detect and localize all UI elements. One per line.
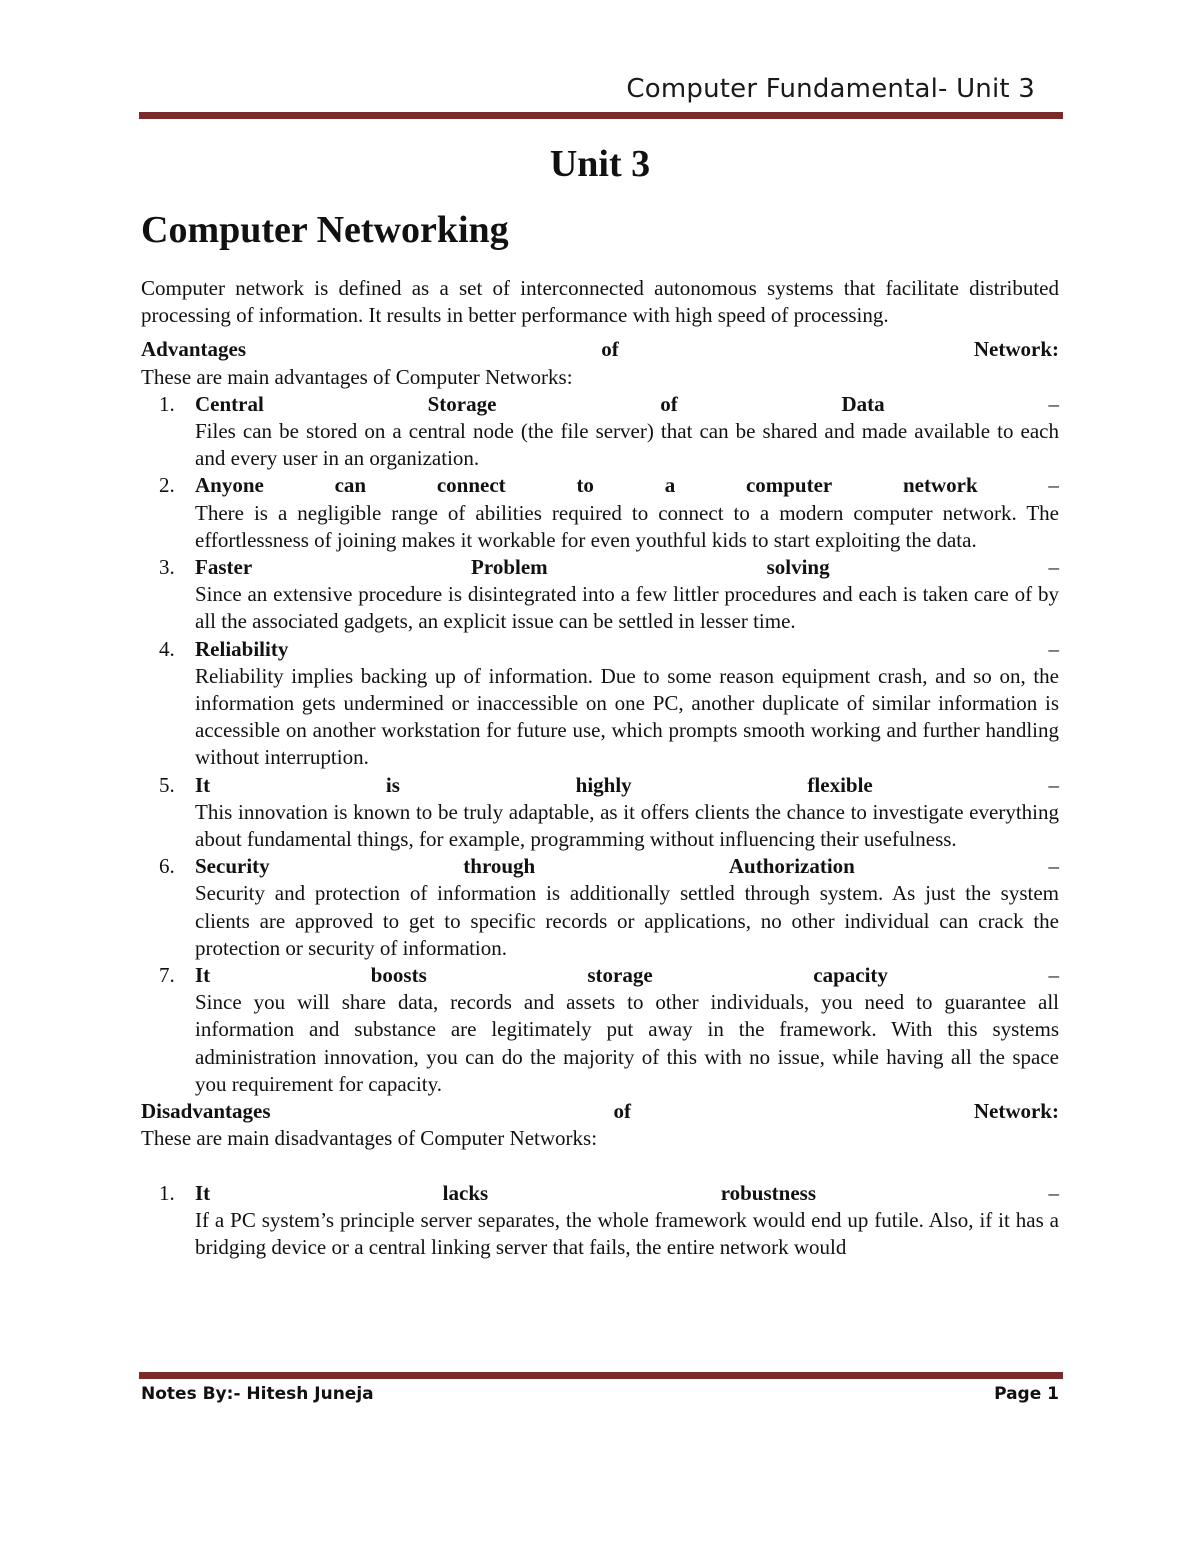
heading-word: Disadvantages — [141, 1099, 271, 1124]
title-dash: – — [1048, 391, 1059, 416]
title-word: solving — [766, 555, 830, 580]
item-number: 7. — [159, 963, 175, 988]
title-dash: – — [1048, 555, 1059, 580]
list-item — [141, 636, 1059, 772]
heading-word: of — [613, 1099, 631, 1124]
footer-rule — [139, 1372, 1063, 1379]
title-word: Anyone — [195, 473, 264, 498]
section-title: Computer Networking — [141, 209, 509, 251]
title-word: Data — [841, 391, 885, 416]
item-body: Since you will share data, records and assets to other individuals, you need to guarantee all information and substance are legitimately put away in the framework. With this systems administration innovation, you can do the majority of this with no issue, while having all the space you requirement for capacity. — [195, 990, 1059, 1096]
heading-word: Network: — [973, 337, 1059, 362]
title-word: through — [463, 854, 536, 879]
title-word: It — [195, 963, 211, 988]
title-word: Problem — [471, 555, 548, 580]
title-word: boosts — [370, 963, 427, 988]
running-header: Computer Fundamental- Unit 3 — [626, 74, 1035, 104]
item-body: Reliability implies backing up of information. Due to some reason equipment crash, and so on, the information gets undermined or inaccessible on one PC, another duplicate of similar information is accessible on another workstation for future use, which prompts smooth working and further handling without interruption. — [195, 663, 1059, 770]
heading-word: Advantages — [141, 337, 247, 362]
item-title — [195, 554, 1059, 581]
list-item — [141, 1180, 1059, 1262]
title-word: Storage — [427, 391, 497, 416]
title-word: can — [334, 473, 367, 498]
list-item — [141, 772, 1059, 854]
item-title — [195, 472, 1059, 499]
item-body: Security and protection of information is additionally settled through system. As just the system clients are approved to get to specific records or applications, no other individual can crack the protection or security of information. — [195, 881, 1059, 960]
unit-title: Unit 3 — [549, 143, 651, 185]
list-item — [141, 472, 1059, 554]
advantages-lead: These are main advantages of Computer Networks: — [141, 364, 573, 389]
intro-paragraph: Computer network is defined as a set of interconnected autonomous systems that facilitate distributed processing of information. It results in better performance with high speed of processing. — [141, 276, 1059, 328]
list-item — [141, 853, 1059, 962]
item-title — [195, 1180, 1059, 1207]
title-word: Central — [195, 391, 264, 416]
title-word: computer — [745, 473, 833, 498]
item-number: 5. — [159, 772, 175, 797]
title-word: is — [385, 772, 400, 797]
title-word: network — [903, 473, 978, 498]
item-number: 1. — [159, 1180, 175, 1205]
body-content — [141, 275, 1059, 1261]
title-word: Security — [195, 854, 270, 879]
title-word: flexible — [807, 772, 873, 797]
footer-author: Notes By:- Hitesh Juneja — [141, 1384, 374, 1404]
title-dash: – — [1048, 963, 1059, 988]
advantages-list — [141, 391, 1059, 1098]
spacer — [141, 1153, 1059, 1180]
heading-word: of — [601, 337, 619, 362]
title-dash: – — [1048, 636, 1059, 661]
title-dash: – — [1048, 772, 1059, 797]
title-dash: – — [1048, 473, 1059, 498]
advantages-heading — [141, 336, 1059, 363]
title-dash: – — [1048, 854, 1059, 879]
disadvantages-lead: These are main disadvantages of Computer Networks: — [141, 1126, 598, 1151]
list-item — [141, 391, 1059, 473]
title-word: Faster — [195, 555, 253, 580]
item-number: 3. — [159, 555, 175, 580]
title-word: to — [576, 473, 594, 498]
list-item — [141, 962, 1059, 1098]
list-item — [141, 554, 1059, 636]
header-rule — [139, 112, 1063, 119]
page-number: Page 1 — [994, 1384, 1059, 1404]
item-body: This innovation is known to be truly adaptable, as it offers clients the chance to investigate everything about fundamental things, for example, programming without influencing their usefulness. — [195, 799, 1059, 852]
item-body: Files can be stored on a central node (the file server) that can be shared and made available to each and every user in an organization. — [195, 419, 1059, 471]
title-word: a — [664, 473, 676, 498]
title-dash: – — [1048, 1180, 1059, 1205]
title-word: connect — [436, 473, 506, 498]
item-body: If a PC system’s principle server separates, the whole framework would end up futile. Also, if it has a bridging device or a central linking server that fails, the entire network would — [195, 1207, 1059, 1259]
item-body: Since an extensive procedure is disintegrated into a few littler procedures and each is taken care of by all the associated gadgets, an explicit issue can be settled in lesser time. — [195, 582, 1059, 634]
title-word: It — [195, 772, 211, 797]
title-word: storage — [587, 963, 653, 988]
heading-word: Network: — [973, 1099, 1059, 1124]
title-word: capacity — [813, 963, 888, 988]
item-number: 1. — [159, 391, 175, 416]
item-body: There is a negligible range of abilities required to connect to a modern computer network. The effortlessness of joining makes it workable for even youthful kids to start exploiting the data. — [195, 500, 1059, 552]
item-title — [195, 853, 1059, 880]
item-number: 2. — [159, 473, 175, 498]
title-word: It — [195, 1180, 211, 1205]
title-word: lacks — [442, 1180, 489, 1205]
title-word: Reliability — [195, 636, 289, 661]
item-title — [195, 772, 1059, 799]
disadvantages-heading — [141, 1098, 1059, 1125]
item-title — [195, 962, 1059, 989]
item-number: 4. — [159, 636, 175, 661]
item-title — [195, 636, 1059, 663]
item-number: 6. — [159, 854, 175, 879]
title-word: Authorization — [728, 854, 855, 879]
title-word: robustness — [720, 1180, 816, 1205]
title-word: highly — [575, 772, 632, 797]
title-word: of — [660, 391, 678, 416]
disadvantages-list — [141, 1180, 1059, 1262]
item-title — [195, 391, 1059, 418]
